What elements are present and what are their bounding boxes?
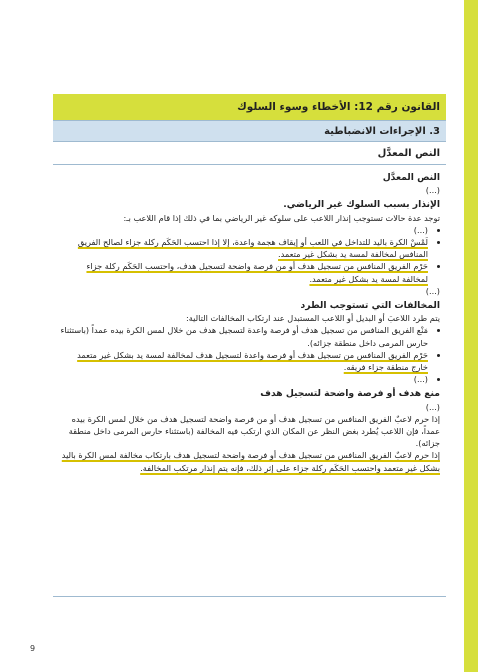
ellipsis: (...)	[425, 185, 440, 196]
caution-heading: الإنذار بسبب السلوك غير الرياضي.	[283, 199, 440, 211]
amended-heading: النص المعدَّل	[382, 172, 440, 183]
list-item: • (...)	[59, 224, 428, 236]
caution-list	[59, 224, 440, 285]
list-item: • حَرْم الفريق المنافس من تسجيل هدف أو من فرصة واضحة لتسجيل هدف، واحتسب الحَكَم ركلة جزاء لمخالفة لمسة يد بشكل غير متعمد.	[59, 260, 428, 284]
list-item: • مَنْع الفريق المنافس من تسجيل هدف أو فرصة واعدة لتسجيل هدف من خلال لمس الكرة بيده عمداً (باستثناء حارس المرمى داخل منطقة جزائه).	[59, 324, 428, 348]
sending-off-intro: يتم طرد اللاعبَ أو البديل أو اللاعب المستبدل عند ارتكاب المخالفات التالية:	[186, 313, 440, 324]
law-title: القانون رقم 12: الأخطاء وسوء السلوك	[53, 94, 446, 120]
page-number: 9	[30, 644, 36, 653]
ellipsis: (...)	[425, 285, 440, 296]
sending-off-heading: المخالفات التي تستوجب الطرد	[300, 300, 440, 312]
section-title: 3. الإجراءات الانضباطية	[53, 120, 446, 141]
amended-text-body	[53, 165, 446, 474]
amended-text-label: النص المعدَّل	[53, 141, 446, 165]
ellipsis: (...)	[425, 401, 440, 412]
list-item: • لَمْسْ الكرة باليد للتداخل في اللعب أو إيقاف هجمة واعدة، إلا إذا احتسب الحَكَم ركلة جزاء لصالح الفريق المنافس لمخالفة لمسة يد بشكل غير متعمد.	[59, 236, 428, 260]
denying-paragraph: إذا حرم لاعبٌ الفريق المنافس من تسجيل هدف أو من فرصة واضحة لتسجيل هدف من خلال لمس الكرة بيده عمداً، فإن اللاعب يُطرد بغض النظر عن المكان الذي ارتكب فيه المخالفة (باستثناء حارس المرمى داخل منطقة جزائه).	[68, 413, 440, 449]
sending-off-list	[59, 324, 440, 385]
list-item: • (...)	[59, 373, 428, 385]
list-item: • حَرْم الفريق المنافس من تسجيل هدف أو فرصة واعدة لتسجيل هدف لمخالفة لمسة يد بشكل غير متعمد خارج منطقة جزاء فريقه.	[59, 349, 428, 373]
bottom-rule	[53, 596, 446, 597]
caution-intro: توجد عدة حالات تستوجب إنذار اللاعب على سلوكه غير الرياضي بما في ذلك إذا قام اللاعب بـ:	[123, 212, 440, 223]
denying-heading: منع هدف أو فرصة واضحة لتسجيل هدف	[260, 388, 440, 400]
denying-paragraph-amended: إذا حرم لاعبٌ الفريق المنافس من تسجيل هدف أو فرصة واضحة لتسجيل هدف بارتكاب مخالفة لمس الكرة باليد بشكل غير متعمد واحتسب الحَكَم ركلة جزاء على إثر ذلك، فإنه يتم إنذار مرتكب المخالفة.	[61, 450, 440, 473]
accent-sidebar	[464, 0, 478, 672]
law-table	[53, 94, 446, 474]
